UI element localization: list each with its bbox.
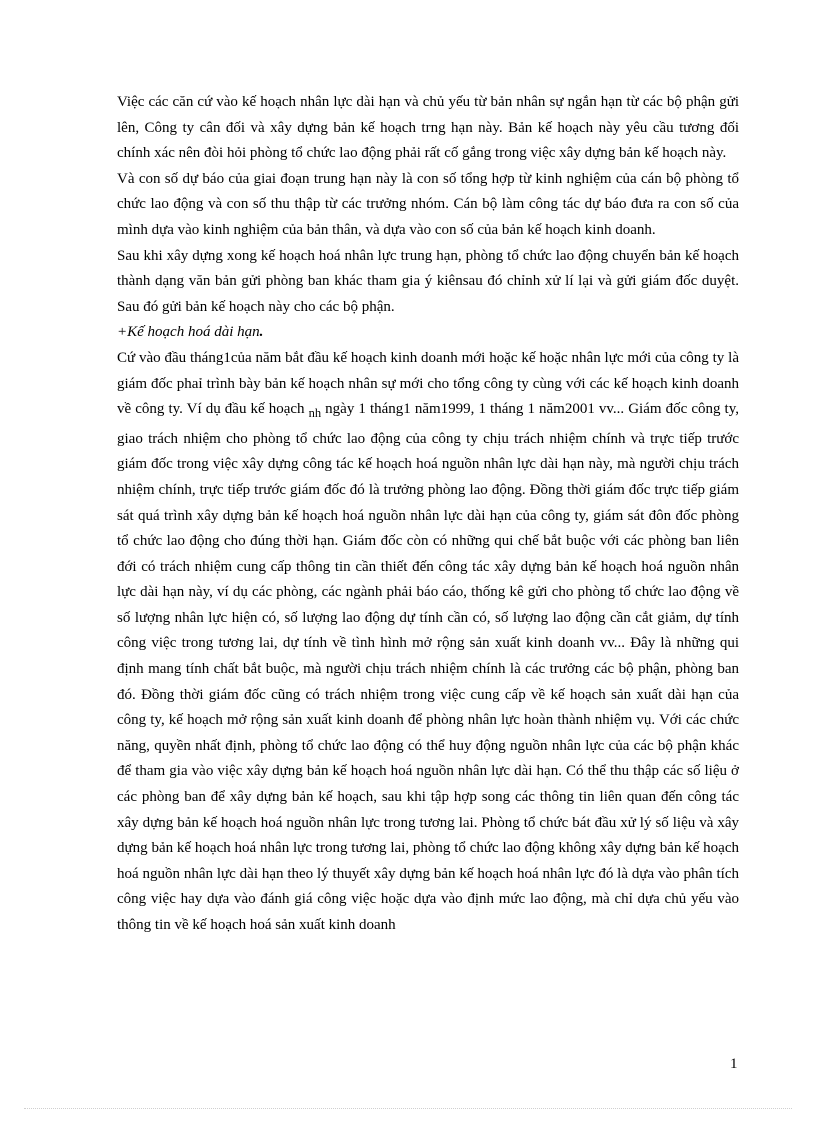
section-heading <box>117 320 739 346</box>
page-number: 1 <box>730 1056 738 1072</box>
paragraph-4-part-1: Cứ vào đầu tháng1của năm bắt đầu kế hoạch kinh doanh mới hoặc kế hoặc nhân lực mới của công ty là giám đốc phaỉ trình bày bản kế hoạch nhân sự mới cho tổng công ty cùng với các kế hoạch kinh doanh về công ty. Ví dụ đầu kế hoạch <box>117 349 739 418</box>
paragraph-4-subscript: nh <box>308 406 322 421</box>
paragraph-1: Việc các căn cứ vào kế hoạch nhân lực dài hạn và chủ yếu từ bản nhân sự ngắn hạn từ các bộ phận gửi lên, Công ty cân đối và xây dựng bản kế hoạch trng hạn này. Bản kế hoạch này yêu cầu tương đối chính xác nên đòi hỏi phòng tổ chức lao động phải rất cố gắng trong việc xây dựng bản kế hoạch này. <box>117 94 739 162</box>
paragraph-4-part-2: ngày 1 tháng1 năm1999, 1 tháng 1 năm2001 vv... Giám đốc công ty, giao trách nhiệm cho phòng tổ chức lao động của công ty chịu trách nhiệm chính và trực tiếp trước giám đốc trong việc xây dựng công tác kế hoạch hoá nguồn nhân lực dài hạn này, mà người chịu trách nhiệm chính, trực tiếp trước giám đốc đó là trưởng phòng lao động. Đồng thời giám đốc trực tiếp giám sát quá trình xây dựng bản kế hoạch hoá nguồn nhân lực dài hạn của công ty, giám sát đôn đốc phòng tổ chức lao động cho đúng thời hạn. Giám đốc còn có những qui chế bắt buộc với các phòng ban liên đới có trách nhiệm cung cấp thông tin cần thiết đến công tác xây dựng bản kế hoạch hoá nguồn nhân lực dài hạn này, ví dụ các phòng, các ngành phải báo cáo, thống kê gửi cho phòng tổ chức lao động về số lượng nhân lực hiện có, số lượng lao động dự tính cần có, số lượng lao động cần cắt giảm, dự tính công việc trong tương lai, dự tính về tình hình mở rộng sản xuất kinh doanh vv... Đây là những qui định mang tính chất bắt buộc, mà người chịu trách nhiệm chính là các trưởng các bộ phận, phòng ban đó. Đồng thời giám đốc cũng có trách nhiệm trong việc cung cấp về kế hoạch sản xuất dài hạn của công ty, kế hoạch mở rộng sản xuất kinh doanh để phòng nhân lực hoàn thành nhiệm vụ. Với các chức năng, quyền nhất định, phòng tổ chức lao động có thể huy động nguồn nhân lực của các bộ phận khác để tham gia vào việc xây dựng bản kế hoạch hoá nguồn nhân lực dài hạn. Có thể thu thập các số liệu ở các phòng ban để xây dựng bản kế hoạch, sau khi tập hợp song các thông tin liên quan đến công tác xây dựng bản kế hoạch hoá nguồn nhân lực trong tương lai. Phòng tổ chức bát đầu xử lý số liệu và xây dựng bản kế hoạch hoá nhân lực trong tương lai, phòng tổ chức lao động không xây dựng bản kế hoạch hoá nguồn nhân lực dài hạn theo lý thuyết xây dựng bản kế hoạch hoá nhân lực đó là dựa vào phân tích công việc hay dựa vào đánh giá công việc hoặc dựa vào định mức lao động, mà chỉ dựa chủ yếu vào thông tin về kế hoạch hoá sản xuất kinh doanh <box>117 401 739 933</box>
paragraph-2: Và con số dự báo của giai đoạn trung hạn này là con số tổng hợp từ kinh nghiệm của cán bộ phòng tổ chức lao động và con số thu thập từ các trưởng nhóm. Cán bộ làm công tác dự báo đưa ra con số của mình dựa vào kinh nghiệm của bản thân, và dựa vào con số của bản kế hoạch kinh doanh. <box>117 170 739 238</box>
document-body <box>117 90 739 939</box>
paragraph-4 <box>117 346 739 939</box>
section-heading-period: . <box>259 324 264 341</box>
page-bottom-divider <box>24 1108 792 1109</box>
paragraph-3: Sau khi xây dựng xong kế hoạch hoá nhân lực trung hạn, phòng tổ chức lao động chuyển bản kế hoạch thành dạng văn bản gửi phòng ban khác tham gia ý kiênsau đó chỉnh xử lí lại và gửi giám đốc duyệt. Sau đó gửi bản kế hoạch này cho các bộ phận. <box>117 247 739 315</box>
section-heading-text: +Kế hoạch hoá dài hạn <box>117 324 260 341</box>
